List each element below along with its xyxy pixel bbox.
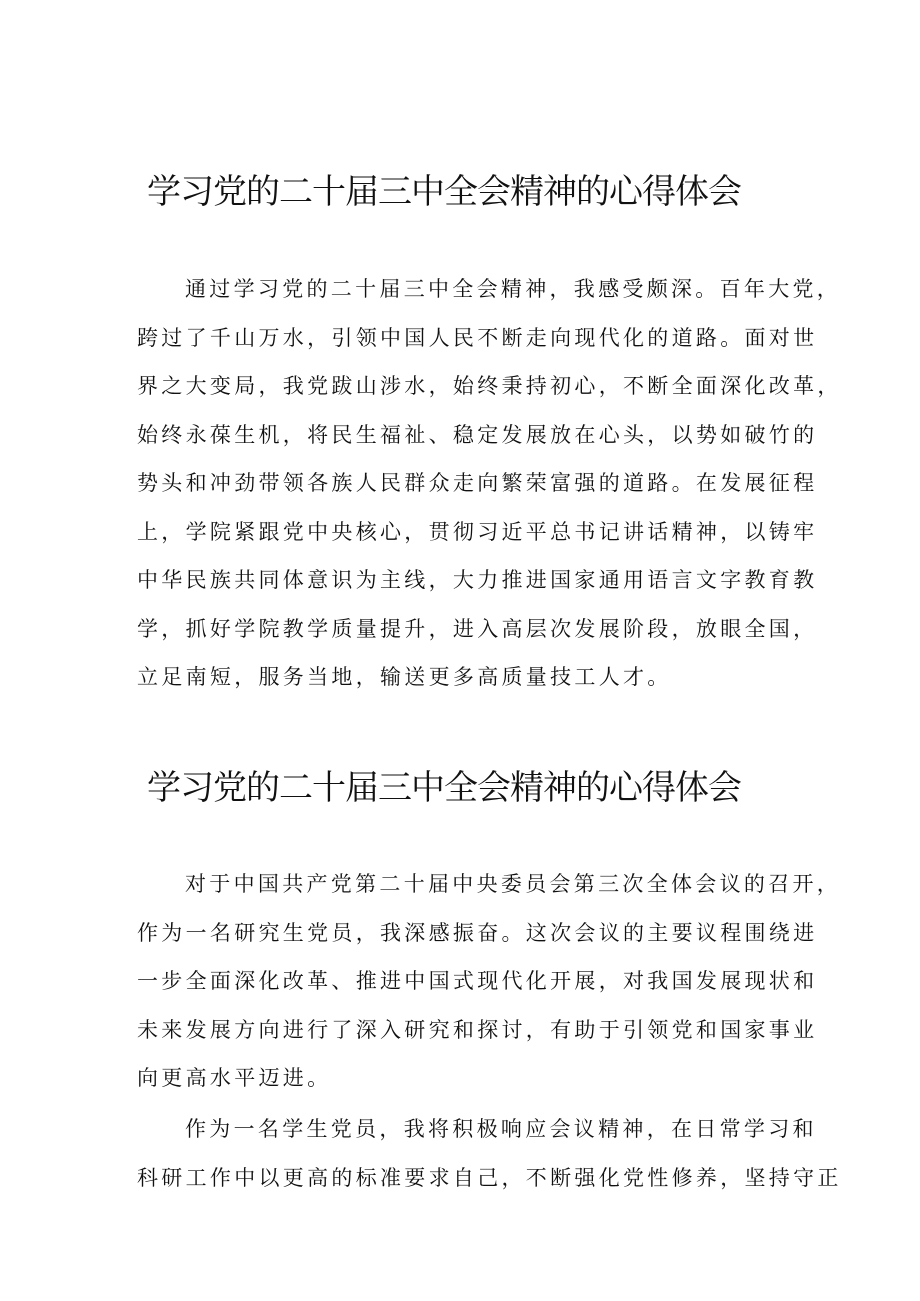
section-2-paragraph-2 xyxy=(137,1105,842,1202)
paragraph-line: 一步全面深化改革、推进中国式现代化开展，对我国发展现状和 xyxy=(137,969,818,993)
paragraph-line: 始终永葆生机，将民生福祉、稳定发展放在心头，以势如破竹的 xyxy=(137,422,818,447)
paragraph-line: 上，学院紧跟党中央核心，贯彻习近平总书记讲话精神，以铸牢 xyxy=(137,519,818,544)
section-2-paragraph-1 xyxy=(137,860,842,1103)
paragraph-line: 作为一名学生党员，我将积极响应会议精神，在日常学习和 xyxy=(185,1117,817,1141)
section-2-title: 学习党的二十届三中全会精神的心得体会 xyxy=(147,768,741,808)
paragraph-line: 学，抓好学院教学质量提升，进入高层次发展阶段，放眼全国， xyxy=(137,616,818,641)
paragraph-line: 界之大变局，我党跋山涉水，始终秉持初心，不断全面深化改革， xyxy=(137,374,842,398)
section-1-paragraph xyxy=(137,265,842,702)
paragraph-line: 通过学习党的二十届三中全会精神，我感受颇深。百年大党， xyxy=(185,277,842,301)
paragraph-line: 科研工作中以更高的标准要求自己，不断强化党性修养，坚持守正 xyxy=(137,1165,842,1190)
paragraph-line: 立足南短，服务当地，输送更多高质量技工人才。 xyxy=(137,665,672,689)
paragraph-line: 作为一名研究生党员，我深感振奋。这次会议的主要议程围绕进 xyxy=(137,920,818,945)
paragraph-line: 对于中国共产党第二十届中央委员会第三次全体会议的召开， xyxy=(185,872,842,896)
paragraph-line: 未来发展方向进行了深入研究和探讨，有助于引领党和国家事业 xyxy=(137,1017,818,1042)
section-1-title: 学习党的二十届三中全会精神的心得体会 xyxy=(147,172,741,212)
paragraph-line: 势头和冲劲带领各族人民群众走向繁荣富强的道路。在发展征程 xyxy=(137,471,818,495)
paragraph-line: 向更高水平迈进。 xyxy=(137,1066,332,1090)
paragraph-line: 跨过了千山万水，引领中国人民不断走向现代化的道路。面对世 xyxy=(137,325,818,350)
paragraph-line: 中华民族共同体意识为主线，大力推进国家通用语言文字教育教 xyxy=(137,568,818,592)
